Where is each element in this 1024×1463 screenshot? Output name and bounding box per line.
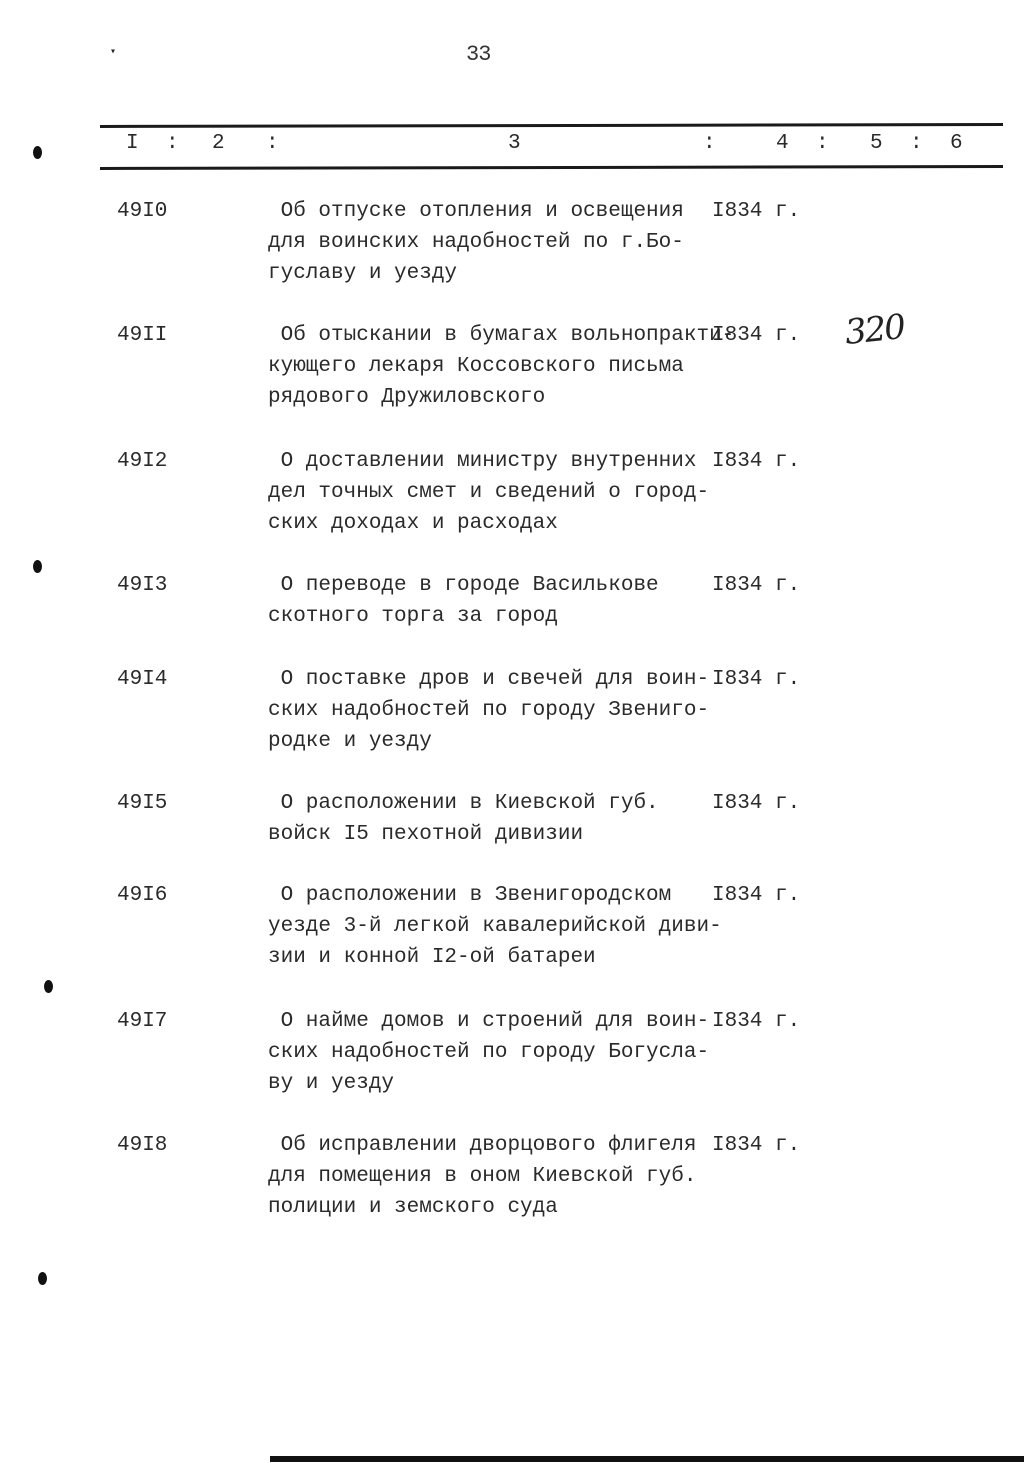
entry-title [268,446,709,539]
entry-title-line: Об отыскании в бумагах вольнопракти- [268,324,735,347]
entry-title-line: дел точных смет и сведений о город- [268,481,710,504]
entry-title [268,880,722,973]
entry-title-line: Об отпуске отопления и освещения [268,200,684,223]
entry-title-line: О переводе в городе Василькове [268,574,659,597]
entry-title [268,570,659,632]
handwritten-sheet-number: 320 [843,307,906,353]
entry-title-line: О поставке дров и свечей для воин- [268,668,710,691]
entry-title-line: О найме домов и строений для воин- [268,1010,710,1033]
entry-title [268,196,684,289]
column-separator: : [166,132,179,155]
entry-number: 49I0 [117,200,168,223]
punch-hole-mark [44,980,53,993]
entry-title-line: войск I5 пехотной дивизии [268,823,584,846]
column-header-6: 6 [950,132,963,155]
column-header-2: 2 [212,132,225,155]
entry-title-line: для помещения в оном Киевской губ. [268,1165,697,1188]
entry-title-line: зии и конной I2-ой батареи [268,946,596,969]
punch-hole-mark [38,1272,47,1285]
column-separator: : [266,132,279,155]
header-bottom-rule [100,165,1003,170]
column-header-4: 4 [776,132,789,155]
column-separator: : [816,132,829,155]
entry-title-line: кующего лекаря Коссовского письма [268,355,684,378]
entry-year: I834 г. [712,1134,801,1157]
entry-title-line: полиции и земского суда [268,1196,558,1219]
column-separator: : [703,132,716,155]
entry-title [268,664,709,757]
entry-title-line: О расположении в Киевской губ. [268,792,659,815]
column-separator: : [910,132,923,155]
entry-number: 49I4 [117,668,168,691]
entry-title-line: скотного торга за город [268,605,558,628]
entry-title-line: рядового Дружиловского [268,386,546,409]
entry-title [268,320,734,413]
scan-mark: ▾ [110,47,117,58]
entry-title-line: О доставлении министру внутренних [268,450,697,473]
entry-year: I834 г. [712,450,801,473]
entry-title-line: уезде 3-й легкой кавалерийской диви- [268,915,722,938]
header-top-rule [100,123,1003,128]
column-header-5: 5 [870,132,883,155]
entry-year: I834 г. [712,1010,801,1033]
column-header-3: 3 [508,132,521,155]
entry-title-line: Об исправлении дворцового флигеля [268,1134,697,1157]
entry-title-line: О расположении в Звенигородском [268,884,672,907]
entry-year: I834 г. [712,574,801,597]
entry-title-line: гуславу и уезду [268,262,458,285]
entry-title [268,1130,696,1223]
entry-number: 49I6 [117,884,168,907]
entry-year: I834 г. [712,324,801,347]
entry-title-line: ских надобностей по городу Звениго- [268,699,710,722]
entry-title [268,1006,709,1099]
entry-title-line: родке и уезду [268,730,432,753]
entry-year: I834 г. [712,200,801,223]
column-header-I: I [126,132,139,155]
page-number: 33 [466,42,491,67]
entry-year: I834 г. [712,884,801,907]
entry-number: 49I8 [117,1134,168,1157]
entry-title-line: для воинских надобностей по г.Бо- [268,231,684,254]
entry-number: 49I5 [117,792,168,815]
entry-year: I834 г. [712,668,801,691]
entry-number: 49I3 [117,574,168,597]
entry-number: 49II [117,324,168,347]
entry-title-line: ву и уезду [268,1072,395,1095]
page-bottom-edge [270,1456,1024,1462]
punch-hole-mark [33,146,42,159]
punch-hole-mark [33,560,42,573]
column-header-row [0,132,1024,162]
entry-title-line: ских доходах и расходах [268,512,558,535]
entry-number: 49I2 [117,450,168,473]
entry-number: 49I7 [117,1010,168,1033]
entry-title [268,788,659,850]
entry-title-line: ских надобностей по городу Богусла- [268,1041,710,1064]
entry-year: I834 г. [712,792,801,815]
